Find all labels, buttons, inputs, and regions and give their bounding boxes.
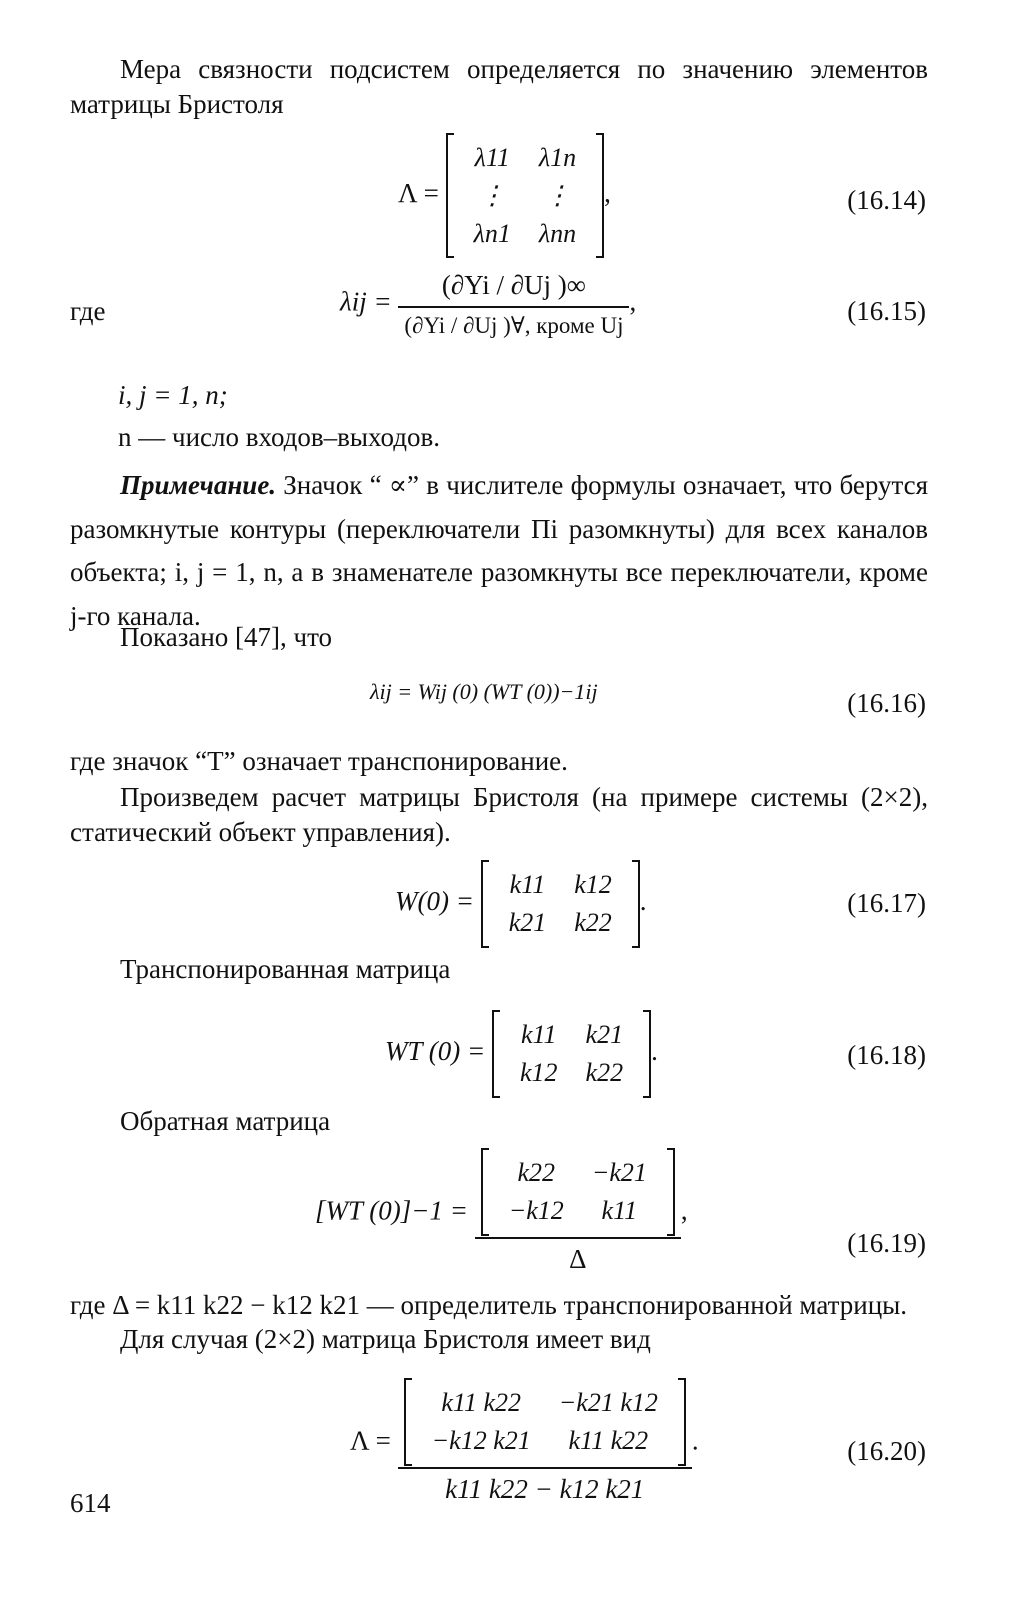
matrix-cell: −k21 k12	[558, 1388, 658, 1417]
equation-number: (16.18)	[847, 1040, 926, 1070]
matrix	[446, 135, 605, 256]
matrix-cell: k11	[520, 1020, 557, 1049]
equation-number: (16.17)	[847, 888, 926, 918]
determinant-note: где Δ = k11 k22 − k12 k21 — определитель транспонированной матрицы.	[70, 1290, 908, 1320]
matrix-cell: λn1	[473, 218, 511, 248]
equation-lhs: WT (0) =	[385, 1036, 486, 1066]
fraction	[398, 268, 629, 341]
note-paragraph	[70, 464, 928, 639]
fraction-numerator: (∂Yi / ∂Uj )∞	[398, 268, 629, 308]
matrix-cell: λnn	[538, 218, 577, 248]
equation-16-20: Λ = k11 k22 −k21 k12 −k12 k21 k11 k22 k11 k22 − k12 k21 .	[350, 1380, 699, 1507]
shown-paragraph: Показано [47], что	[120, 622, 333, 652]
note-text: Значок “ ∝” в числителе формулы означает, что берутся разомкнутые контуры (переключатели Пi разомкнуты) для всех каналов объекта; i, j = 1, n, а в знаменателе разомкнуты все переключатели, кроме j-го канала.	[70, 470, 928, 632]
matrix-cell: k11 k22	[568, 1425, 649, 1455]
fraction-denominator: Δ	[569, 1243, 587, 1274]
transposed-label: Транспонированная матрица	[120, 954, 451, 984]
fraction-denominator: (∂Yi / ∂Uj )∀, кроме Uj	[404, 313, 624, 339]
matrix-cell: −k21	[591, 1158, 647, 1187]
equation-number: (16.15)	[847, 296, 926, 326]
matrix-cell: k11	[509, 870, 546, 899]
n-definition: n — число входов–выходов.	[118, 422, 440, 452]
matrix-cell: k21	[585, 1020, 624, 1049]
calc-paragraph: Произведем расчет матрицы Бристоля (на примере системы (2×2), статический объект управления).	[70, 782, 928, 848]
matrix-cell: ⋮	[544, 180, 571, 210]
equation-number: (16.20)	[847, 1436, 926, 1466]
matrix-cell: λ1n	[538, 143, 577, 172]
equation-number: (16.19)	[847, 1228, 926, 1258]
equation-number: (16.14)	[847, 185, 926, 215]
matrix	[404, 1380, 686, 1464]
fraction	[398, 1380, 692, 1507]
matrix-cell: k12	[519, 1057, 558, 1087]
equation-lhs: W(0) =	[395, 886, 474, 916]
equation-16-17: W(0) = k11 k12 k21 k22 .	[395, 862, 647, 946]
equation-lhs: λij =	[340, 286, 392, 317]
matrix-cell: k11	[601, 1195, 638, 1225]
page-number: 614	[70, 1488, 111, 1518]
equation-16-16: λij = Wij (0) (WT (0))−1ij	[370, 679, 598, 704]
matrix	[481, 1150, 675, 1234]
equation-16-18: WT (0) = k11 k21 k12 k22 .	[385, 1012, 658, 1096]
case-paragraph: Для случая (2×2) матрица Бристоля имеет вид	[120, 1324, 651, 1354]
equation-lhs: [WT (0)]−1 =	[315, 1195, 468, 1226]
matrix-cell: k22	[585, 1057, 624, 1087]
index-range: i, j = 1, n;	[118, 380, 228, 410]
equation-lhs: Λ =	[398, 177, 439, 208]
paragraph-intro: Мера связности подсистем определяется по значению элементов матрицы Бристоля	[70, 54, 928, 120]
equation-number: (16.16)	[847, 688, 926, 718]
matrix-cell: ⋮	[479, 180, 506, 210]
matrix-cell: −k12 k21	[431, 1425, 531, 1455]
matrix	[492, 1012, 651, 1096]
matrix-cell: k11 k22	[441, 1388, 521, 1417]
transpose-note: где значок “T” означает транспонирование.	[70, 746, 568, 776]
equation-16-15: λij = $\frac{(\partial Yi / \partial Uj )\infty}{\text{(∂Yi / ∂Uj )∀, кроме Uj}}$ ,	[340, 268, 636, 341]
matrix-cell: k12	[574, 870, 612, 899]
matrix-cell: k22	[574, 907, 612, 937]
fraction-numerator	[398, 1380, 692, 1469]
note-label: Примечание.	[120, 470, 277, 500]
matrix-cell: λ11	[474, 143, 510, 172]
equation-16-14: Λ = λ11 λ1n ⋮ ⋮ λn1 λnn ,	[398, 135, 611, 256]
equation-16-19: [WT (0)]−1 = k22 −k21 −k12 k11 Δ ,	[315, 1150, 688, 1277]
matrix-cell: k22	[517, 1158, 556, 1187]
matrix-cell: k21	[508, 907, 547, 937]
where-label: где	[70, 296, 106, 326]
fraction-denominator: k11 k22 − k12 k21	[445, 1473, 645, 1504]
matrix-cell: −k12	[508, 1195, 564, 1225]
fraction	[475, 1150, 681, 1277]
fraction-numerator	[475, 1150, 681, 1239]
matrix	[481, 862, 640, 946]
inverse-label: Обратная матрица	[120, 1106, 331, 1136]
equation-lhs: Λ =	[350, 1425, 391, 1456]
